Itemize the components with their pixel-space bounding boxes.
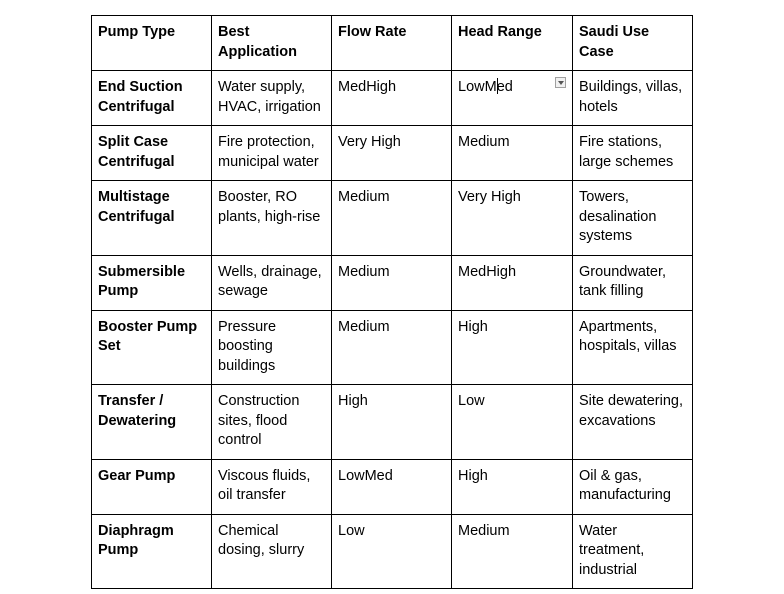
cell-pump-type[interactable]: Gear Pump xyxy=(92,459,212,514)
cell-saudi-use-case[interactable]: Buildings, villas, hotels xyxy=(573,71,693,126)
cell-head-range[interactable]: High xyxy=(452,310,573,385)
cell-best-application[interactable]: Pressure boosting buildings xyxy=(212,310,332,385)
cell-pump-type[interactable]: End Suction Centrifugal xyxy=(92,71,212,126)
cell-flow-rate[interactable]: Medium xyxy=(332,181,452,256)
table-row xyxy=(92,459,693,514)
cell-saudi-use-case[interactable]: Towers, desalination systems xyxy=(573,181,693,256)
cell-flow-rate[interactable]: Low xyxy=(332,514,452,589)
cell-saudi-use-case[interactable]: Oil & gas, manufacturing xyxy=(573,459,693,514)
cell-flow-rate[interactable]: Very High xyxy=(332,126,452,181)
cell-pump-type[interactable]: Transfer / Dewatering xyxy=(92,385,212,460)
cell-flow-rate[interactable]: Medium xyxy=(332,255,452,310)
table-header-row xyxy=(92,16,693,71)
table-row xyxy=(92,385,693,460)
cell-pump-type[interactable]: Booster Pump Set xyxy=(92,310,212,385)
cell-pump-type[interactable]: Submersible Pump xyxy=(92,255,212,310)
cell-saudi-use-case[interactable]: Site dewatering, excavations xyxy=(573,385,693,460)
cell-text-after-cursor: ed xyxy=(496,79,513,95)
table-row xyxy=(92,71,693,126)
cell-flow-rate[interactable]: High xyxy=(332,385,452,460)
cell-pump-type[interactable]: Diaphragm Pump xyxy=(92,514,212,589)
cell-saudi-use-case[interactable]: Fire stations, large schemes xyxy=(573,126,693,181)
cell-pump-type[interactable]: Multistage Centrifugal xyxy=(92,181,212,256)
cell-best-application[interactable]: Chemical dosing, slurry xyxy=(212,514,332,589)
table-row xyxy=(92,181,693,256)
chevron-down-icon[interactable] xyxy=(555,77,566,88)
cell-best-application[interactable]: Construction sites, flood control xyxy=(212,385,332,460)
cell-flow-rate[interactable]: LowMed xyxy=(332,459,452,514)
table-row xyxy=(92,126,693,181)
cell-head-range[interactable]: Low xyxy=(452,385,573,460)
header-flow-rate[interactable]: Flow Rate xyxy=(332,16,452,71)
pump-comparison-table xyxy=(91,15,693,589)
cell-saudi-use-case[interactable]: Apartments, hospitals, villas xyxy=(573,310,693,385)
cell-text-before-cursor: LowM xyxy=(458,79,497,95)
cell-flow-rate[interactable]: Medium xyxy=(332,310,452,385)
cell-best-application[interactable]: Booster, RO plants, high-rise xyxy=(212,181,332,256)
table-row xyxy=(92,514,693,589)
cell-best-application[interactable]: Fire protection, municipal water xyxy=(212,126,332,181)
cell-head-range[interactable]: MedHigh xyxy=(452,255,573,310)
cell-head-range-active[interactable] xyxy=(452,71,573,126)
header-saudi-use-case[interactable]: Saudi Use Case xyxy=(573,16,693,71)
header-head-range[interactable]: Head Range xyxy=(452,16,573,71)
cell-best-application[interactable]: Viscous fluids, oil transfer xyxy=(212,459,332,514)
header-pump-type[interactable]: Pump Type xyxy=(92,16,212,71)
table-row xyxy=(92,255,693,310)
cell-head-range[interactable]: Medium xyxy=(452,126,573,181)
cell-best-application[interactable]: Water supply, HVAC, irrigation xyxy=(212,71,332,126)
cell-head-range[interactable]: Medium xyxy=(452,514,573,589)
cell-best-application[interactable]: Wells, drainage, sewage xyxy=(212,255,332,310)
cell-pump-type[interactable]: Split Case Centrifugal xyxy=(92,126,212,181)
table-row xyxy=(92,310,693,385)
cell-head-range[interactable]: Very High xyxy=(452,181,573,256)
cell-saudi-use-case[interactable]: Groundwater, tank filling xyxy=(573,255,693,310)
header-best-application[interactable]: Best Application xyxy=(212,16,332,71)
cell-flow-rate[interactable]: MedHigh xyxy=(332,71,452,126)
cell-head-range[interactable]: High xyxy=(452,459,573,514)
cell-saudi-use-case[interactable]: Water treatment, industrial xyxy=(573,514,693,589)
